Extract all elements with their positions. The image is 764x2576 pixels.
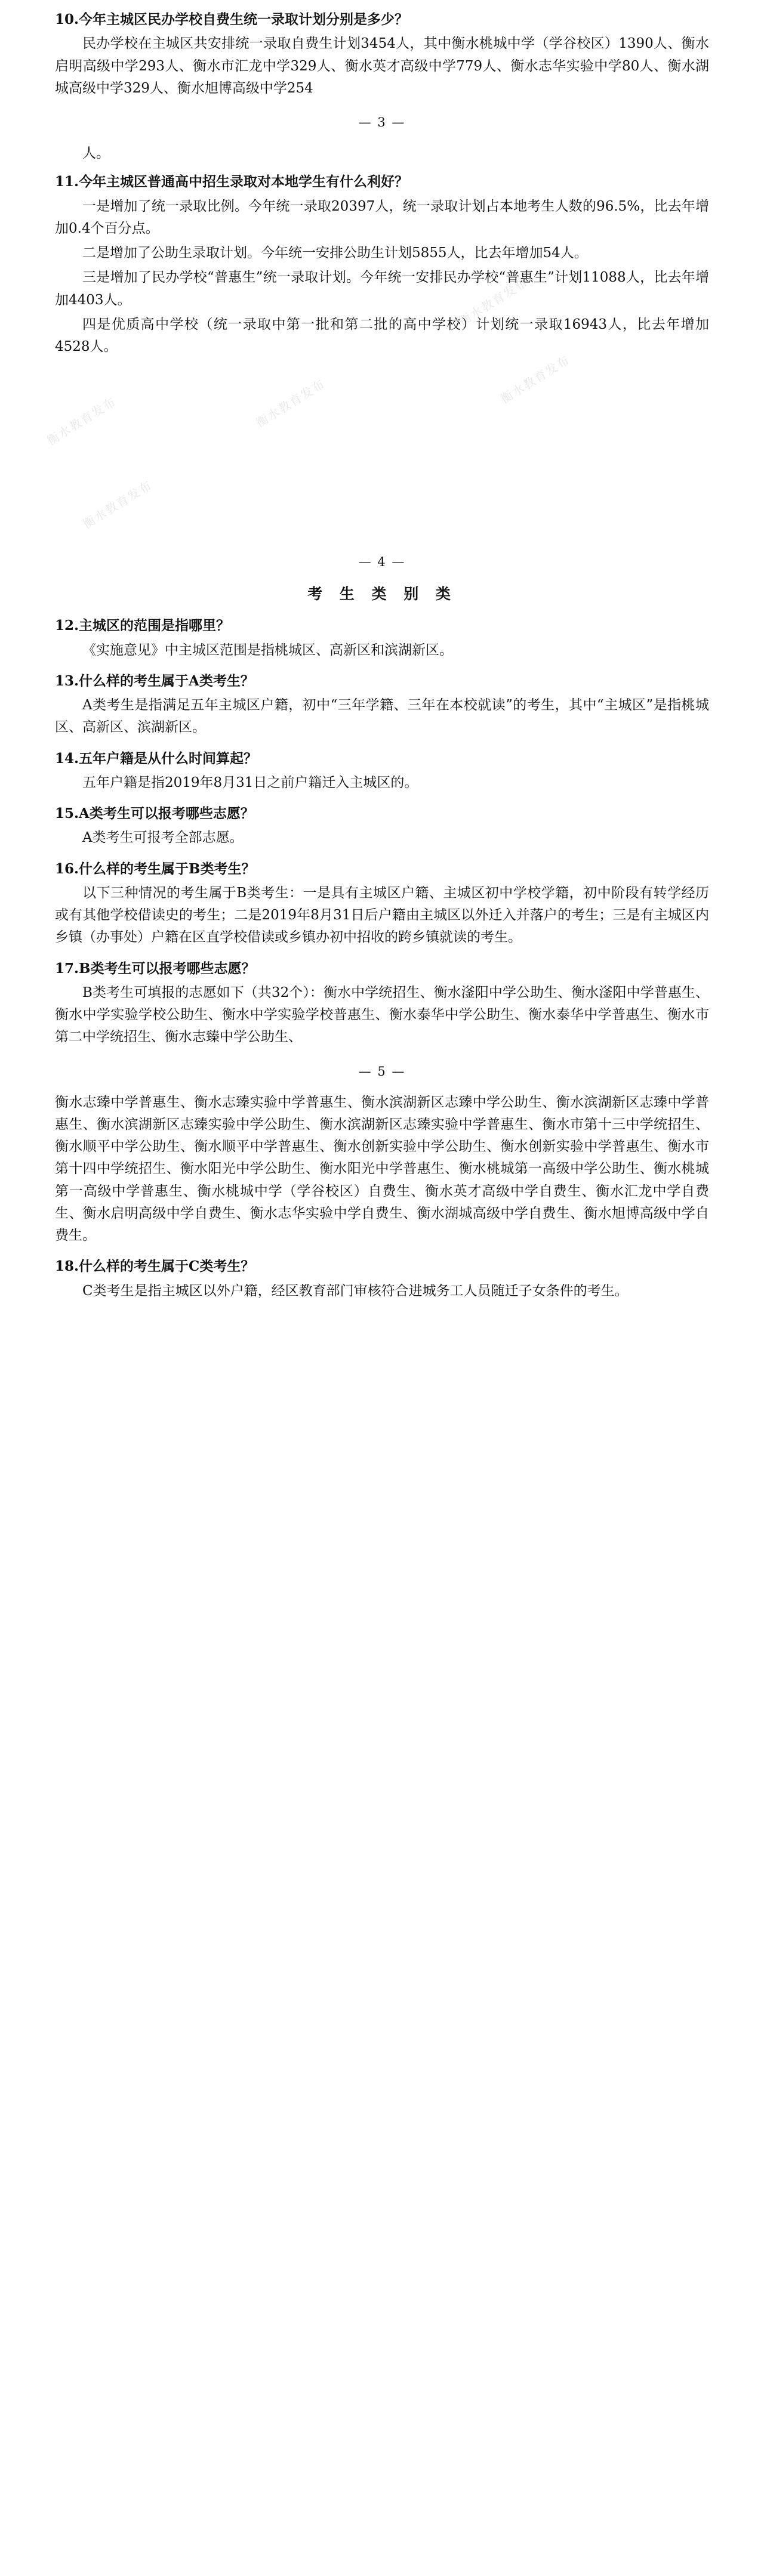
answer-point-3: 三是增加了民办学校“普惠生”统一录取计划。今年统一安排民办学校“普惠生”计划11088人，比去年增加4403人。 — [55, 270, 709, 308]
question-heading-14: 14.五年户籍是从什么时间算起？ — [55, 750, 258, 767]
answer-paragraph-17: B类考生可填报的志愿如下（共32个）：衡水中学统招生、衡水滏阳中学公助生、衡水滏阳中学普惠生、衡水中学实验学校公助生、衡水中学实验学校普惠生、衡水泰华中学公助生、衡水泰华中学普惠生、衡水市第二中学统招生、衡水志臻中学公助生、 — [55, 984, 709, 1045]
answer-paragraph-10: 民办学校在主城区共安排统一录取自费生计划3454人，其中衡水桃城中学（学谷校区）1390人、衡水启明高级中学293人、衡水市汇龙中学329人、衡水英才高级中学779人、衡水志华实验中学80人、衡水湖城高级中学329人、衡水旭博高级中学254 — [55, 36, 709, 96]
watermark: 衡水教育发布 — [253, 376, 328, 430]
answer-paragraph-13: A类考生是指满足五年主城区户籍，初中“三年学籍、三年在本校就读”的考生，其中“主城区”是指桃城区、高新区、滨湖新区。 — [55, 697, 709, 736]
question-heading-10: 10.今年主城区民办学校自费生统一录取计划分别是多少？ — [55, 11, 409, 27]
watermark: 衡水教育发布 — [498, 352, 573, 406]
watermark: 衡水教育发布 — [80, 477, 155, 532]
answer-paragraph-12: 《实施意见》中主城区范围是指桃城区、高新区和滨湖新区。 — [82, 642, 453, 658]
section-title-candidate-category: 考 生 类 别 类 — [307, 585, 457, 603]
question-heading-15: 15.A类考生可以报考哪些志愿？ — [55, 805, 254, 821]
question-heading-16: 16.什么样的考生属于B类考生？ — [55, 860, 255, 877]
question-heading-17: 17.B类考生可以报考哪些志愿？ — [55, 960, 255, 977]
answer-point-1: 一是增加了统一录取比例。今年统一录取20397人，统一录取计划占本地考生人数的96.5%，比去年增加0.4个百分点。 — [55, 198, 709, 236]
watermark: 衡水教育发布 — [44, 394, 119, 448]
answer-point-4: 四是优质高中学校（统一录取中第一批和第二批的高中学校）计划统一录取16943人，比去年增加4528人。 — [55, 316, 709, 354]
question-heading-12: 12.主城区的范围是指哪里？ — [55, 617, 230, 634]
question-heading-18: 18.什么样的考生属于C类考生？ — [55, 1258, 255, 1275]
answer-paragraph-10-continued: 人。 — [82, 146, 110, 161]
question-heading-13: 13.什么样的考生属于A类考生？ — [55, 672, 254, 689]
answer-paragraph-15: A类考生可报考全部志愿。 — [82, 830, 244, 846]
page-marker-3: — 3 — — [358, 115, 406, 129]
answer-paragraph-18: C类考生是指主城区以外户籍，经区教育部门审核符合进城务工人员随迁子女条件的考生。 — [82, 1283, 629, 1299]
answer-paragraph-17-continued: 衡水志臻中学普惠生、衡水志臻实验中学普惠生、衡水滨湖新区志臻中学公助生、衡水滨湖新区志臻中学普惠生、衡水滨湖新区志臻实验中学公助生、衡水滨湖新区志臻实验中学普惠生、衡水市第十三中学统招生、衡水顺平中学公助生、衡水顺平中学普惠生、衡水创新实验中学公助生、衡水创新实验中学普惠生、衡水市第十四中学统招生、衡水阳光中学公助生、衡水阳光中学普惠生、衡水桃城第一高级中学公助生、衡水桃城第一高级中学普惠生、衡水桃城中学（学谷校区）自费生、衡水英才高级中学自费生、衡水汇龙中学自费生、衡水启明高级中学自费生、衡水志华实验中学自费生、衡水湖城高级中学自费生、衡水旭博高级中学自费生。 — [55, 1094, 709, 1243]
page-gap — [55, 360, 709, 539]
answer-paragraph-14: 五年户籍是指2019年8月31日之前户籍迁入主城区的。 — [82, 774, 418, 790]
page-marker-5: — 5 — — [358, 1064, 406, 1079]
question-heading-11: 11.今年主城区普通高中招生录取对本地学生有什么利好？ — [55, 174, 409, 190]
answer-paragraph-16: 以下三种情况的考生属于B类考生：一是具有主城区户籍、主城区初中学校学籍，初中阶段有转学经历或有其他学校借读史的考生；二是2019年8月31日后户籍由主城区以外迁入并落户的考生；三是有主城区内乡镇（办事处）户籍在区直学校借读或乡镇办初中招收的跨乡镇就读的考生。 — [55, 885, 709, 946]
answer-point-2: 二是增加了公助生录取计划。今年统一安排公助生计划5855人，比去年增加54人。 — [82, 245, 588, 261]
watermark: 衡水教育发布 — [456, 274, 531, 329]
page-marker-4: — 4 — — [358, 555, 406, 570]
